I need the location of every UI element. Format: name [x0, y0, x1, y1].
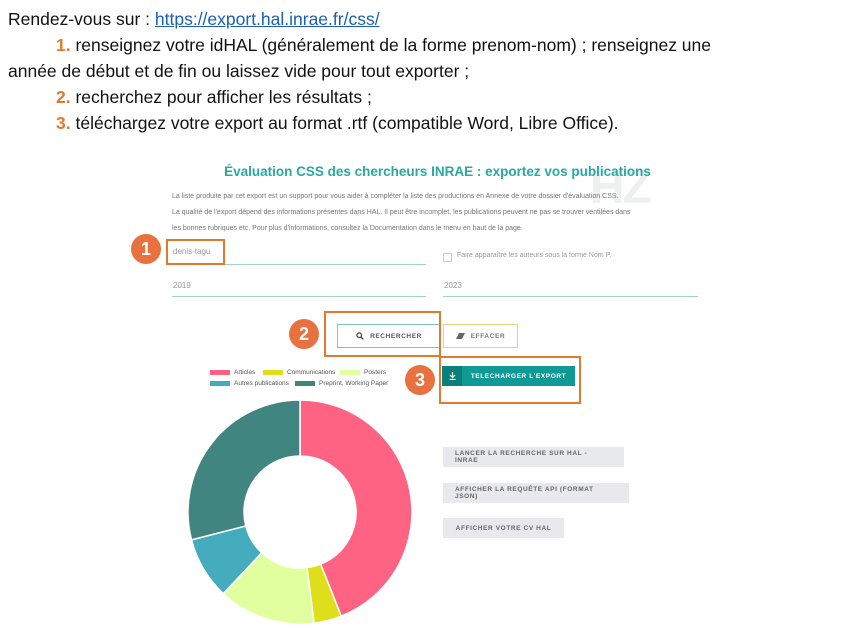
- app-screenshot: [165, 158, 710, 634]
- instructions: [8, 6, 838, 136]
- step-1: [8, 32, 838, 58]
- step-1-number: 1.: [56, 35, 71, 55]
- legend-swatch: [340, 370, 360, 375]
- step-1-continuation: année de début et de fin ou laissez vide pour tout exporter ;: [8, 61, 470, 81]
- step-1-text: renseignez votre idHAL (généralement de la forme prenom-nom) ; renseignez une: [75, 35, 712, 55]
- legend-item-posters: [340, 369, 386, 376]
- legend-label: Preprint, Working Paper: [319, 380, 389, 387]
- highlight-export: [439, 356, 581, 404]
- clear-button-label: EFFACER: [470, 332, 506, 340]
- legend-swatch: [263, 370, 283, 375]
- highlight-idhal: [166, 239, 225, 265]
- donut-slice-preprint-working-paper: [188, 400, 300, 540]
- api-query-button[interactable]: [443, 483, 629, 503]
- intro-text: Rendez-vous sur :: [8, 9, 151, 29]
- hal-search-button-label: LANCER LA RECHERCHE SUR HAL - INRAE: [455, 450, 588, 464]
- description: [172, 189, 712, 237]
- cv-hal-button-label: AFFICHER VOTRE CV HAL: [455, 524, 552, 532]
- hal-search-button[interactable]: [443, 447, 624, 467]
- legend-item-autres: [210, 380, 289, 387]
- year-end-input[interactable]: 2023: [444, 281, 462, 290]
- legend-item-preprint: [295, 380, 388, 387]
- watermark-logo: HZ: [590, 161, 650, 214]
- export-url-link[interactable]: https://export.hal.inrae.fr/css/: [154, 9, 380, 29]
- search-button-label: RECHERCHER: [370, 332, 422, 340]
- description-line-1: La liste produite par cet export est un support pour vous aider à compléter la liste des productions en Annexe de votre dossier d'évaluation CSS.: [172, 193, 619, 200]
- author-format-checkbox[interactable]: [443, 253, 452, 262]
- legend-label: Posters: [364, 369, 387, 376]
- cv-hal-button[interactable]: [443, 518, 564, 538]
- step-3-number: 3.: [56, 113, 71, 133]
- step-2: [8, 84, 838, 110]
- step-3: [8, 110, 838, 136]
- description-line-3: les bonnes rubriques etc. Pour plus d'informations, consultez la Documentation dans le menu en haut de la page.: [172, 225, 523, 232]
- eraser-icon: [456, 333, 465, 339]
- step-badge-2: 2: [289, 319, 319, 349]
- year-start-underline: [172, 296, 426, 297]
- api-query-button-label: AFFICHER LA REQUÊTE API (FORMAT JSON): [455, 486, 594, 500]
- idhal-input[interactable]: denis-tagu: [173, 247, 211, 256]
- highlight-search: [324, 311, 441, 357]
- clear-button[interactable]: [443, 324, 518, 348]
- legend-label: Autres publications: [234, 380, 289, 387]
- intro-line: [8, 6, 838, 32]
- legend-swatch: [210, 381, 230, 386]
- legend-swatch: [295, 381, 315, 386]
- download-export-label: TELECHARGER L'EXPORT: [470, 372, 567, 380]
- year-start-input[interactable]: 2019: [173, 281, 191, 290]
- legend-item-articles: [210, 369, 255, 376]
- step-badge-1: 1: [131, 234, 161, 264]
- legend-item-communications: [263, 369, 335, 376]
- description-line-2: La qualité de l'export dépend des informations présentes dans HAL. Il peut être incomplet, les publications peuvent ne pas se trouver ventilées dans: [172, 209, 631, 216]
- step-3-text: téléchargez votre export au format .rtf (compatible Word, Libre Office).: [75, 113, 619, 133]
- legend-label: Communications: [287, 369, 336, 376]
- publications-donut-chart: [182, 394, 418, 630]
- step-badge-3: 3: [405, 365, 435, 395]
- page-title: Évaluation CSS des chercheurs INRAE : exportez vos publications: [224, 164, 651, 179]
- step-2-number: 2.: [56, 87, 71, 107]
- legend-swatch: [210, 370, 230, 375]
- author-format-label: Faire apparaître les auteurs sous la forme Nom P.: [457, 252, 612, 259]
- step-2-text: recherchez pour afficher les résultats ;: [75, 87, 372, 107]
- year-end-underline: [443, 296, 698, 297]
- legend-label: Articles: [234, 369, 256, 376]
